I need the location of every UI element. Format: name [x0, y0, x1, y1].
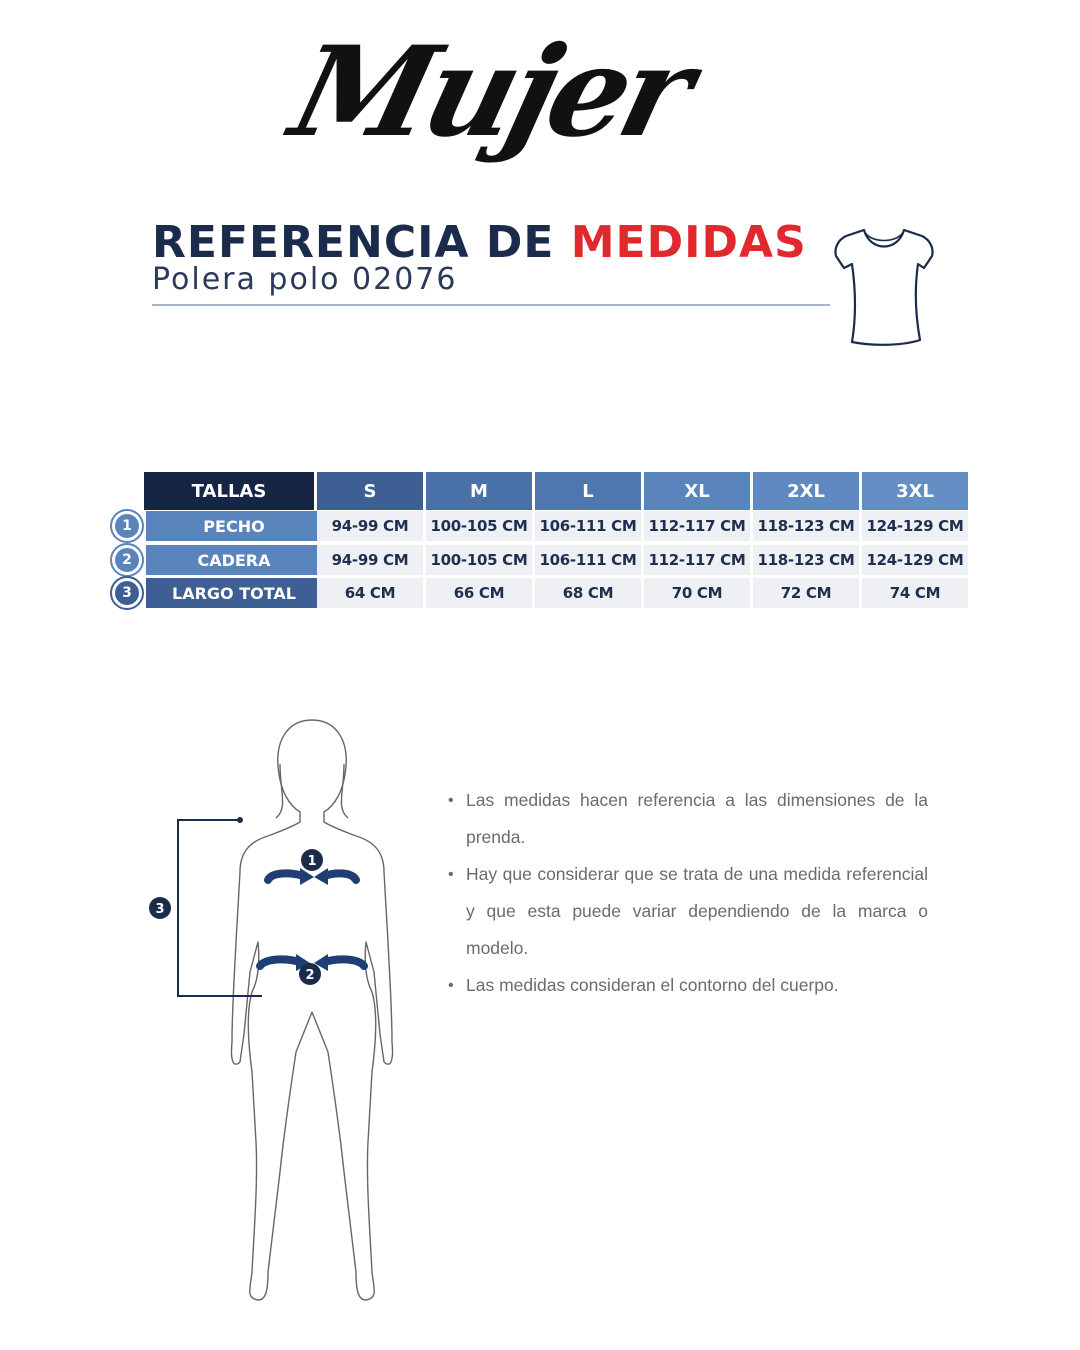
table-cell: 118-123 CM [753, 511, 859, 541]
table-cell: 64 CM [317, 578, 423, 608]
body-silhouette-diagram [140, 712, 400, 1312]
table-header-tallas: TALLAS [144, 472, 314, 510]
marker-1 [301, 849, 323, 871]
title-part-1: REFERENCIA DE [152, 217, 555, 268]
marker-3 [149, 897, 171, 919]
body-outline [231, 720, 392, 1300]
size-header: XL [644, 472, 750, 510]
row-label-cadera: CADERA [146, 545, 322, 575]
title-part-2: MEDIDAS [570, 217, 807, 268]
table-cell: 118-123 CM [753, 545, 859, 575]
note-item: • Hay que considerar que se trata de una medida referencial y que esta puede variar dependiendo de la marca o modelo. [448, 856, 928, 967]
svg-text:1: 1 [307, 854, 317, 869]
table-cell: 94-99 CM [317, 545, 423, 575]
table-cell: 68 CM [535, 578, 641, 608]
row-label-largo-total: LARGO TOTAL [146, 578, 322, 608]
table-cell: 72 CM [753, 578, 859, 608]
table-cell: 94-99 CM [317, 511, 423, 541]
row-number-badge: 2 [110, 543, 144, 577]
notes-list [448, 782, 928, 1004]
script-title: Mujer [278, 20, 702, 165]
row-label-pecho: PECHO [146, 511, 322, 541]
size-header: 3XL [862, 472, 968, 510]
table-cell: 112-117 CM [644, 511, 750, 541]
table-cell: 106-111 CM [535, 511, 641, 541]
row-number-badge: 1 [110, 509, 144, 543]
size-table [110, 472, 970, 612]
table-cell: 124-129 CM [862, 545, 968, 575]
note-item: • Las medidas hacen referencia a las dimensiones de la prenda. [448, 782, 928, 856]
page-title [152, 218, 807, 268]
row-number-badge: 3 [110, 576, 144, 610]
tshirt-icon [832, 222, 936, 350]
table-cell: 70 CM [644, 578, 750, 608]
table-cell: 106-111 CM [535, 545, 641, 575]
page-subtitle: Polera polo 02076 [152, 262, 458, 297]
header-divider [152, 304, 830, 306]
table-cell: 66 CM [426, 578, 532, 608]
marker-2 [299, 963, 321, 985]
size-header: 2XL [753, 472, 859, 510]
note-item: • Las medidas consideran el contorno del cuerpo. [448, 967, 928, 1004]
table-cell: 100-105 CM [426, 511, 532, 541]
table-cell: 124-129 CM [862, 511, 968, 541]
size-header: S [317, 472, 423, 510]
svg-text:2: 2 [305, 968, 315, 983]
size-header: L [535, 472, 641, 510]
table-cell: 74 CM [862, 578, 968, 608]
length-bracket [178, 817, 262, 996]
svg-text:3: 3 [155, 902, 165, 917]
table-cell: 100-105 CM [426, 545, 532, 575]
table-cell: 112-117 CM [644, 545, 750, 575]
size-header: M [426, 472, 532, 510]
